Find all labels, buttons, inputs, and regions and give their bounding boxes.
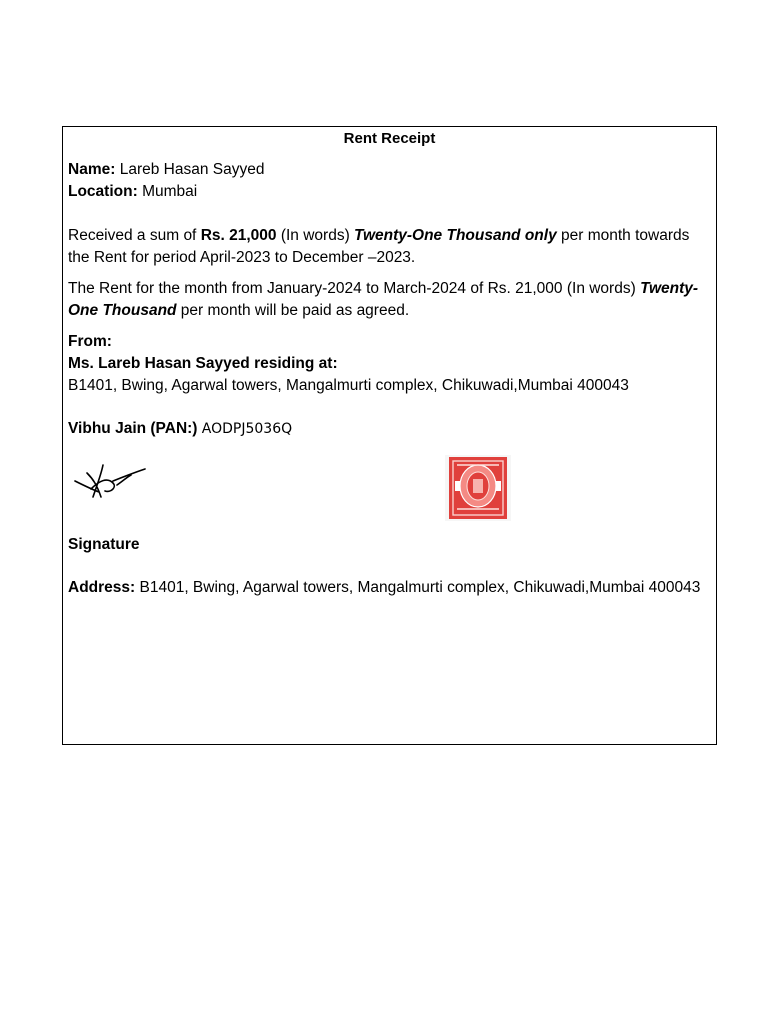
residing-address: B1401, Bwing, Agarwal towers, Mangalmurti complex, Chikuwadi,Mumbai 400043 xyxy=(68,377,629,394)
received-amount-words: Twenty-One Thousand only xyxy=(354,227,557,244)
name-line xyxy=(68,159,264,181)
signature-label xyxy=(68,534,139,556)
pan-line xyxy=(68,418,292,440)
para1-text-2: (In words) xyxy=(276,227,355,244)
address-value: B1401, Bwing, Agarwal towers, Mangalmurti complex, Chikuwadi,Mumbai 400043 xyxy=(139,579,701,596)
address-label: Address: xyxy=(68,579,136,596)
handwritten-signature-icon xyxy=(73,459,148,501)
residing-label xyxy=(68,353,338,375)
para2-text-1: The Rent for the month from January-2024 to March-2024 of Rs. 21,000 (In words) xyxy=(68,280,641,297)
revenue-stamp-icon xyxy=(443,453,513,523)
signature-label-text: Signature xyxy=(68,536,140,553)
location-value: Mumbai xyxy=(142,183,198,200)
address-block xyxy=(68,577,708,599)
location-line xyxy=(68,181,197,203)
pan-value: AODPJ5036Q xyxy=(201,421,293,437)
residing-label-text: Ms. Lareb Hasan Sayyed residing at: xyxy=(68,355,338,372)
para1-text-1: Received a sum of xyxy=(68,227,201,244)
para1-text-3: per month towards the Rent for period April-2023 to December –2023. xyxy=(68,227,690,266)
para2-text-2: per month will be paid as agreed. xyxy=(176,302,410,319)
rent-receipt xyxy=(62,126,717,745)
name-label: Name: xyxy=(68,161,116,178)
receipt-title: Rent Receipt xyxy=(343,130,436,147)
future-amount-words: Twenty-One Thousand xyxy=(68,280,699,319)
location-label: Location: xyxy=(68,183,138,200)
received-paragraph xyxy=(68,225,708,269)
from-label-text: From: xyxy=(68,333,112,350)
from-label xyxy=(68,331,112,353)
pan-label: Vibhu Jain (PAN:) xyxy=(68,420,198,437)
future-rent-paragraph xyxy=(68,278,708,322)
name-value: Lareb Hasan Sayyed xyxy=(119,161,265,178)
received-amount: Rs. 21,000 xyxy=(200,227,277,244)
